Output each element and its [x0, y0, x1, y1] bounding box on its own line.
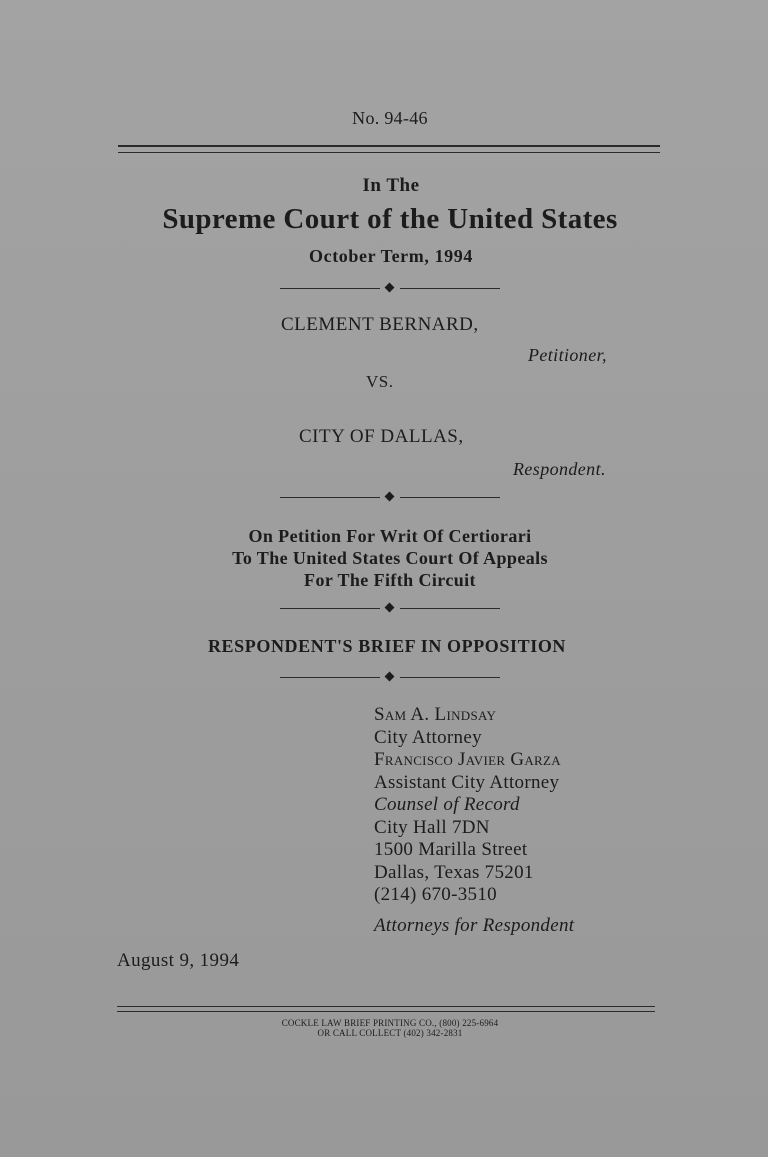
- diamond-icon: [385, 492, 395, 502]
- petitioner-name: CLEMENT BERNARD,: [281, 314, 479, 335]
- attorney-title: City Attorney: [374, 726, 482, 748]
- petitioner-role: Petitioner,: [528, 345, 607, 365]
- attorney-name: Francisco Javier Garza: [374, 749, 561, 770]
- petition-line: For The Fifth Circuit: [304, 570, 476, 590]
- filing-date: August 9, 1994: [117, 950, 240, 971]
- attorney-title: Assistant City Attorney: [374, 771, 560, 793]
- counsel-of-record: Counsel of Record: [374, 794, 520, 815]
- petition-caption: [0, 525, 768, 591]
- section-divider: [280, 492, 500, 504]
- versus-label: VS.: [366, 372, 394, 391]
- section-divider: [280, 603, 500, 615]
- printer-line: OR CALL COLLECT (402) 342-2831: [317, 1028, 463, 1038]
- court-name: Supreme Court of the United States: [162, 203, 618, 235]
- brief-title: RESPONDENT'S BRIEF IN OPPOSITION: [207, 636, 567, 656]
- printer-credit: [0, 1018, 768, 1038]
- court-term: October Term, 1994: [309, 246, 473, 266]
- section-divider: [280, 283, 500, 295]
- address-line: Dallas, Texas 75201: [374, 861, 534, 883]
- phone-number: (214) 670-3510: [374, 884, 497, 905]
- petition-line: On Petition For Writ Of Certiorari: [248, 526, 532, 546]
- court-intro: In The: [362, 175, 420, 196]
- address-line: City Hall 7DN: [374, 816, 490, 838]
- diamond-icon: [385, 283, 395, 293]
- diamond-icon: [385, 603, 395, 613]
- diamond-icon: [385, 672, 395, 682]
- docket-number: No. 94-46: [352, 108, 428, 128]
- top-double-rule: [118, 145, 660, 153]
- bottom-double-rule: [117, 1006, 655, 1012]
- respondent-role: Respondent.: [513, 459, 606, 479]
- respondent-name: CITY OF DALLAS,: [299, 426, 464, 447]
- attorneys-for: Attorneys for Respondent: [374, 914, 575, 936]
- address-line: 1500 Marilla Street: [374, 839, 528, 860]
- attorney-name: Sam A. Lindsay: [374, 704, 497, 725]
- counsel-block: [374, 704, 574, 937]
- printer-line: COCKLE LAW BRIEF PRINTING CO., (800) 225-6964: [281, 1018, 499, 1028]
- section-divider: [280, 672, 500, 684]
- petition-line: To The United States Court Of Appeals: [232, 548, 548, 568]
